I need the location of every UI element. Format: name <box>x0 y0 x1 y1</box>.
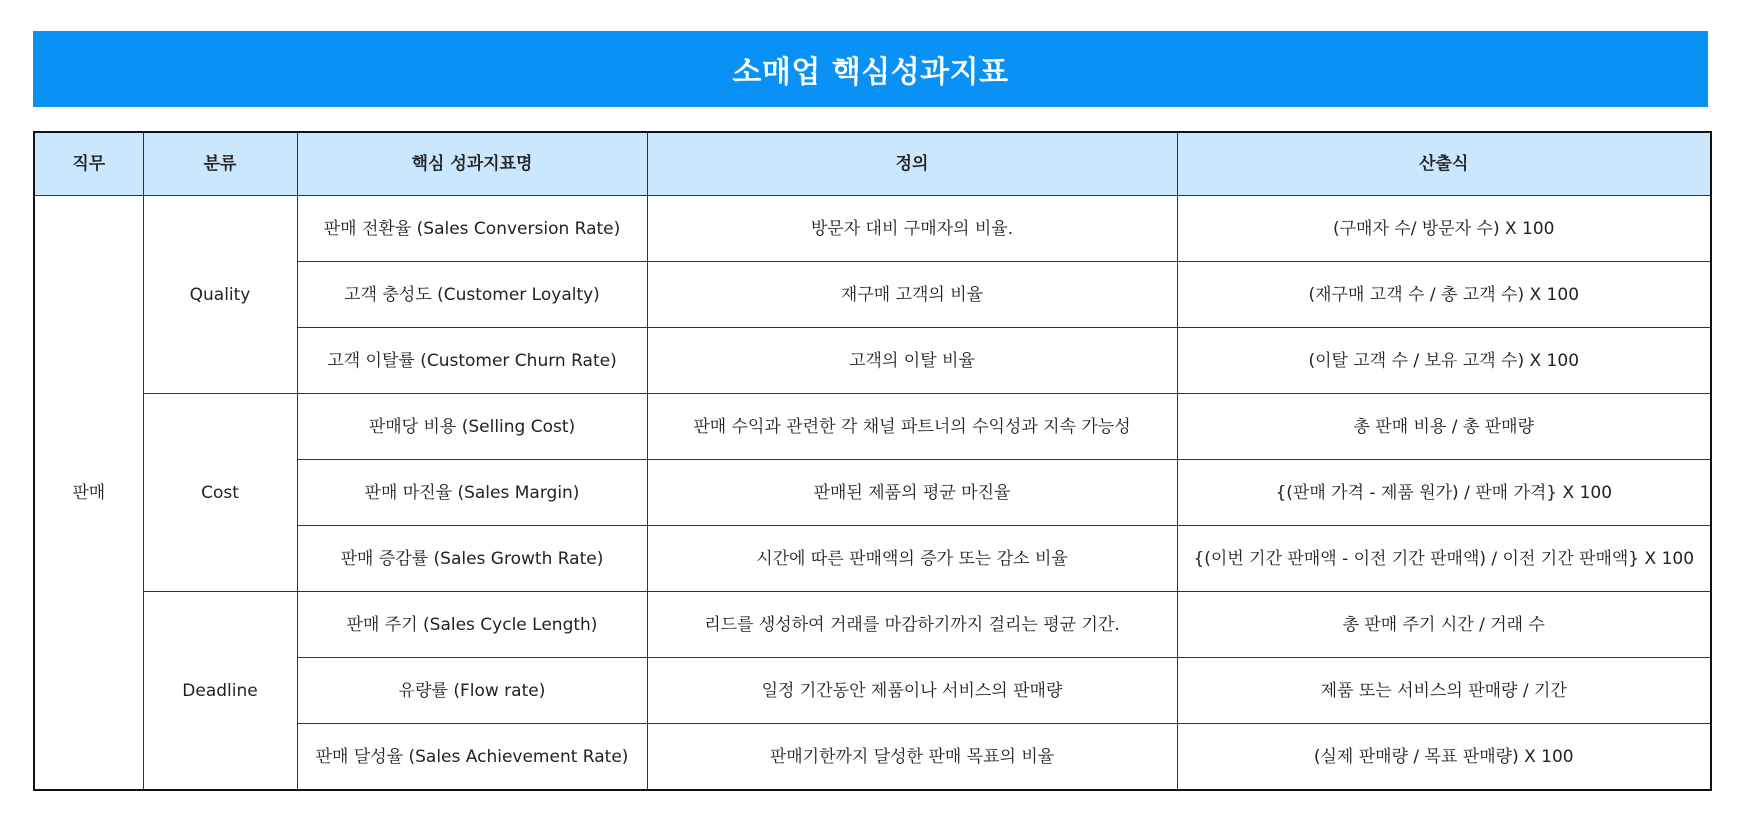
formula-cell: (구매자 수/ 방문자 수) X 100 <box>1177 196 1711 262</box>
formula-cell: (재구매 고객 수 / 총 고객 수) X 100 <box>1177 262 1711 328</box>
definition-cell: 시간에 따른 판매액의 증가 또는 감소 비율 <box>647 526 1177 592</box>
header-job: 직무 <box>34 132 143 196</box>
formula-cell: 총 판매 비용 / 총 판매량 <box>1177 394 1711 460</box>
kpi-table <box>33 131 1712 791</box>
kpi-name-cell: 판매 달성율 (Sales Achievement Rate) <box>297 724 647 791</box>
header-kpi-name: 핵심 성과지표명 <box>297 132 647 196</box>
kpi-name-cell: 판매 마진율 (Sales Margin) <box>297 460 647 526</box>
header-category: 분류 <box>143 132 297 196</box>
category-cell-quality: Quality <box>143 196 297 394</box>
category-cell-cost: Cost <box>143 394 297 592</box>
header-formula: 산출식 <box>1177 132 1711 196</box>
kpi-name-cell: 고객 충성도 (Customer Loyalty) <box>297 262 647 328</box>
page-title: 소매업 핵심성과지표 <box>732 55 1009 90</box>
formula-cell: (이탈 고객 수 / 보유 고객 수) X 100 <box>1177 328 1711 394</box>
definition-cell: 판매 수익과 관련한 각 채널 파트너의 수익성과 지속 가능성 <box>647 394 1177 460</box>
title-bar <box>33 31 1708 107</box>
formula-cell: {(판매 가격 - 제품 원가) / 판매 가격} X 100 <box>1177 460 1711 526</box>
kpi-name-cell: 고객 이탈률 (Customer Churn Rate) <box>297 328 647 394</box>
table-header-row <box>34 132 1711 196</box>
definition-cell: 일정 기간동안 제품이나 서비스의 판매량 <box>647 658 1177 724</box>
table-row <box>34 394 1711 460</box>
table-row <box>34 196 1711 262</box>
header-definition: 정의 <box>647 132 1177 196</box>
kpi-name-cell: 판매 주기 (Sales Cycle Length) <box>297 592 647 658</box>
job-cell: 판매 <box>34 196 143 791</box>
kpi-name-cell: 판매 증감률 (Sales Growth Rate) <box>297 526 647 592</box>
formula-cell: {(이번 기간 판매액 - 이전 기간 판매액) / 이전 기간 판매액} X 100 <box>1177 526 1711 592</box>
kpi-name-cell: 판매당 비용 (Selling Cost) <box>297 394 647 460</box>
formula-cell: 제품 또는 서비스의 판매량 / 기간 <box>1177 658 1711 724</box>
definition-cell: 리드를 생성하여 거래를 마감하기까지 걸리는 평균 기간. <box>647 592 1177 658</box>
formula-cell: (실제 판매량 / 목표 판매량) X 100 <box>1177 724 1711 791</box>
kpi-name-cell: 유량률 (Flow rate) <box>297 658 647 724</box>
definition-cell: 재구매 고객의 비율 <box>647 262 1177 328</box>
definition-cell: 판매기한까지 달성한 판매 목표의 비율 <box>647 724 1177 791</box>
definition-cell: 판매된 제품의 평균 마진율 <box>647 460 1177 526</box>
table-row <box>34 592 1711 658</box>
kpi-name-cell: 판매 전환율 (Sales Conversion Rate) <box>297 196 647 262</box>
category-cell-deadline: Deadline <box>143 592 297 791</box>
definition-cell: 방문자 대비 구매자의 비율. <box>647 196 1177 262</box>
definition-cell: 고객의 이탈 비율 <box>647 328 1177 394</box>
formula-cell: 총 판매 주기 시간 / 거래 수 <box>1177 592 1711 658</box>
